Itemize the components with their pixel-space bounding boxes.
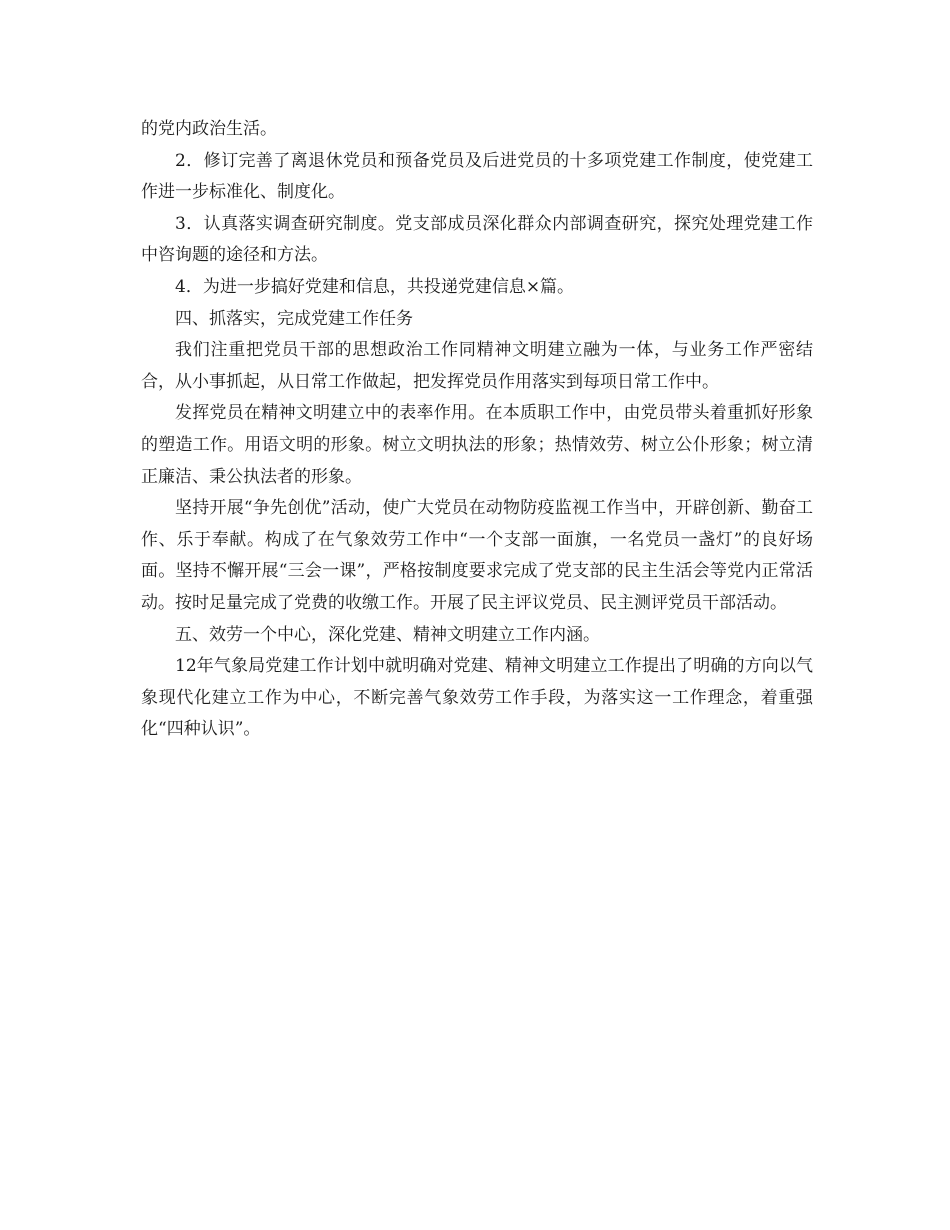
paragraph-item-4: 4．为进一步搞好党建和信息，共投递党建信息×篇。: [175, 276, 575, 297]
paragraph-continuation: 的党内政治生活。: [141, 119, 277, 139]
document-body: [141, 114, 813, 746]
section-heading-5: 五、效劳一个中心，深化党建、精神文明建立工作内涵。: [175, 624, 600, 645]
section-heading-4: 四、抓落实，完成党建工作任务: [175, 308, 413, 329]
paragraph-item-3: 3．认真落实调查研究制度。党支部成员深化群众内部调查研究，探究处理党建工作中咨询题的途径和方法。: [141, 213, 813, 266]
paragraph-body: 发挥党员在精神文明建立中的表率作用。在本质职工作中，由党员带头着重抓好形象的塑造工作。用语文明的形象。树立文明执法的形象；热情效劳、树立公仆形象；树立清正廉洁、秉公执法者的形象。: [141, 403, 813, 487]
paragraph-body: 12年气象局党建工作计划中就明确对党建、精神文明建立工作提出了明确的方向以气象现代化建立工作为中心，不断完善气象效劳工作手段，为落实这一工作理念，着重强化“四种认识”。: [141, 656, 813, 740]
paragraph-body: 我们注重把党员干部的思想政治工作同精神文明建立融为一体，与业务工作严密结合，从小事抓起，从日常工作做起，把发挥党员作用落实到每项日常工作中。: [141, 340, 813, 392]
paragraph-item-2: 2．修订完善了离退休党员和预备党员及后进党员的十多项党建工作制度，使党建工作进一步标准化、制度化。: [141, 150, 813, 203]
paragraph-body: 坚持开展“争先创优”活动，使广大党员在动物防疫监视工作当中，开辟创新、勤奋工作、乐于奉献。构成了在气象效劳工作中“一个支部一面旗，一名党员一盏灯”的良好场面。坚持不懈开展“三会一课”，严格按制度要求完成了党支部的民主生活会等党内正常活动。按时足量完成了党费的收缴工作。开展了民主评议党员、民主测评党员干部活动。: [141, 498, 813, 613]
